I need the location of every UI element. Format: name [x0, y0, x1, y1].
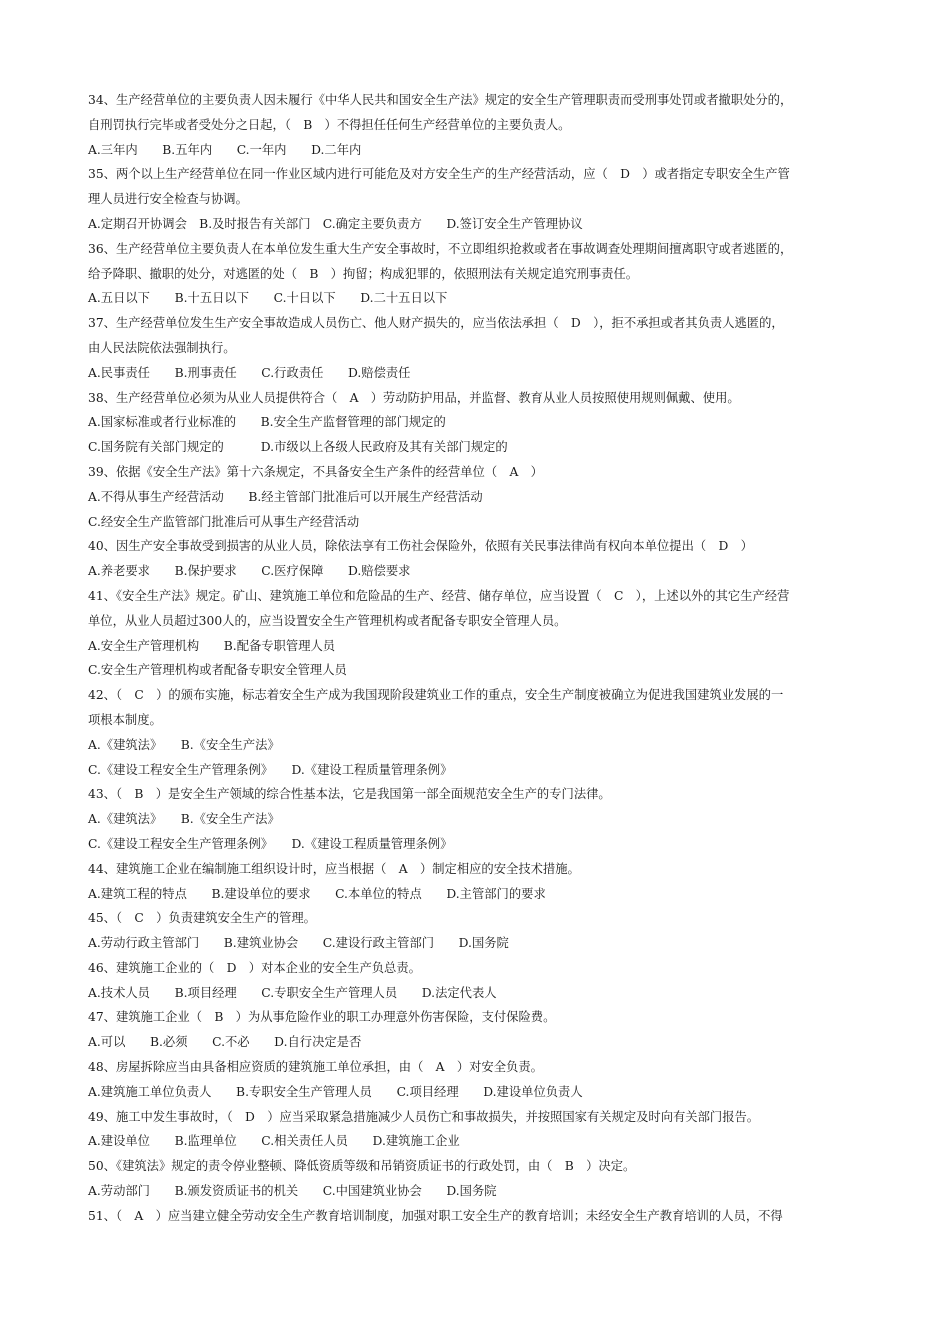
text-line: 41、《安全生产法》规定。矿山、建筑施工单位和危险品的生产、经营、储存单位，应当设置（ C ），上述以外的其它生产经营 [88, 588, 790, 603]
text-line: A.定期召开协调会 B.及时报告有关部门 C.确定主要负责方 D.签订安全生产管理协议 [88, 216, 583, 231]
text-line: A.建筑施工单位负责人 B.专职安全生产管理人员 C.项目经理 D.建设单位负责人 [88, 1084, 583, 1099]
text-line: C.国务院有关部门规定的 D.市级以上各级人民政府及其有关部门规定的 [88, 440, 508, 455]
text-line: A.建筑工程的特点 B.建设单位的要求 C.本单位的特点 D.主管部门的要求 [88, 886, 546, 901]
document-page [88, 88, 894, 1229]
text-line: A.养老要求 B.保护要求 C.医疗保障 D.赔偿要求 [88, 564, 411, 579]
text-line: 43、（ B ）是安全生产领域的综合性基本法，它是我国第一部全面规范安全生产的专门法律。 [88, 787, 611, 802]
text-line: C.《建设工程安全生产管理条例》 D.《建设工程质量管理条例》 [88, 762, 453, 777]
text-line: A.劳动部门 B.颁发资质证书的机关 C.中国建筑业协会 D.国务院 [88, 1184, 497, 1199]
text-line: C.经安全生产监管部门批准后可从事生产经营活动 [88, 514, 360, 529]
text-line: A.劳动行政主管部门 B.建筑业协会 C.建设行政主管部门 D.国务院 [88, 936, 509, 951]
text-line: A.技术人员 B.项目经理 C.专职安全生产管理人员 D.法定代表人 [88, 985, 497, 1000]
text-line: 37、生产经营单位发生生产安全事故造成人员伤亡、他人财产损失的，应当依法承担（ D ），拒不承担或者其负责人逃匿的， [88, 316, 784, 331]
text-line: 47、建筑施工企业（ B ）为从事危险作业的职工办理意外伤害保险，支付保险费。 [88, 1010, 556, 1025]
text-line: A.安全生产管理机构 B.配备专职管理人员 [88, 638, 336, 653]
text-line: 38、生产经营单位必须为从业人员提供符合（ A ）劳动防护用品，并监督、教育从业人员按照使用规则佩戴、使用。 [88, 390, 740, 405]
text-line: 单位，从业人员超过300人的，应当设置安全生产管理机构或者配备专职安全管理人员。 [88, 613, 567, 628]
text-line: A.三年内 B.五年内 C.一年内 D.二年内 [88, 142, 362, 157]
text-line: 44、建筑施工企业在编制施工组织设计时，应当根据（ A ）制定相应的安全技术措施。 [88, 861, 580, 876]
text-line: C.《建设工程安全生产管理条例》 D.《建设工程质量管理条例》 [88, 836, 453, 851]
text-line: 项根本制度。 [88, 712, 162, 727]
text-line: 49、施工中发生事故时，（ D ）应当采取紧急措施减少人员伤亡和事故损失，并按照国家有关规定及时向有关部门报告。 [88, 1109, 760, 1124]
text-line: 36、生产经营单位主要负责人在本单位发生重大生产安全事故时，不立即组织抢救或者在事故调查处理期间擅离职守或者逃匿的， [88, 241, 793, 256]
text-line: 35、两个以上生产经营单位在同一作业区域内进行可能危及对方安全生产的生产经营活动，应（ D ）或者指定专职安全生产管 [88, 167, 790, 182]
text-line: A.可以 B.必须 C.不必 D.自行决定是否 [88, 1035, 362, 1050]
text-line: 由人民法院依法强制执行。 [88, 340, 236, 355]
text-line: 理人员进行安全检查与协调。 [88, 192, 248, 207]
text-line: A.建设单位 B.监理单位 C.相关责任人员 D.建筑施工企业 [88, 1134, 460, 1149]
text-line: 51、（ A ）应当建立健全劳动安全生产教育培训制度，加强对职工安全生产的教育培训；未经安全生产教育培训的人员，不得 [88, 1208, 783, 1223]
text-line: 自刑罚执行完毕或者受处分之日起，（ B ）不得担任任何生产经营单位的主要负责人。 [88, 117, 571, 132]
text-line: 给予降职、撤职的处分，对逃匿的处（ B ）拘留；构成犯罪的，依照刑法有关规定追究刑事责任。 [88, 266, 639, 281]
text-line: 46、建筑施工企业的（ D ）对本企业的安全生产负总责。 [88, 960, 421, 975]
text-line: 39、依据《安全生产法》第十六条规定，不具备安全生产条件的经营单位（ A ） [88, 464, 543, 479]
text-line: 50、《建筑法》规定的责令停业整顿、降低资质等级和吊销资质证书的行政处罚，由（ B ）决定。 [88, 1159, 636, 1174]
text-line: A.不得从事生产经营活动 B.经主管部门批准后可以开展生产经营活动 [88, 489, 483, 504]
text-line: A.民事责任 B.刑事责任 C.行政责任 D.赔偿责任 [88, 365, 411, 380]
text-line: 34、生产经营单位的主要负责人因未履行《中华人民共和国安全生产法》规定的安全生产管理职责而受刑事处罚或者撤职处分的， [88, 93, 793, 107]
text-line: 42、（ C ）的颁布实施，标志着安全生产成为我国现阶段建筑业工作的重点，安全生产制度被确立为促进我国建筑业发展的一 [88, 688, 784, 703]
text-line: A.《建筑法》 B.《安全生产法》 [88, 737, 280, 752]
text-line: 48、房屋拆除应当由具备相应资质的建筑施工单位承担，由（ A ）对安全负责。 [88, 1060, 543, 1075]
text-line: C.安全生产管理机构或者配备专职安全管理人员 [88, 663, 347, 678]
text-line: A.五日以下 B.十五日以下 C.十日以下 D.二十五日以下 [88, 291, 448, 306]
text-line: A.国家标准或者行业标准的 B.安全生产监督管理的部门规定的 [88, 415, 446, 430]
text-line: A.《建筑法》 B.《安全生产法》 [88, 812, 280, 827]
text-line: 45、（ C ）负责建筑安全生产的管理。 [88, 911, 316, 926]
text-line: 40、因生产安全事故受到损害的从业人员，除依法享有工伤社会保险外，依照有关民事法律尚有权向本单位提出（ D ） [88, 539, 753, 554]
